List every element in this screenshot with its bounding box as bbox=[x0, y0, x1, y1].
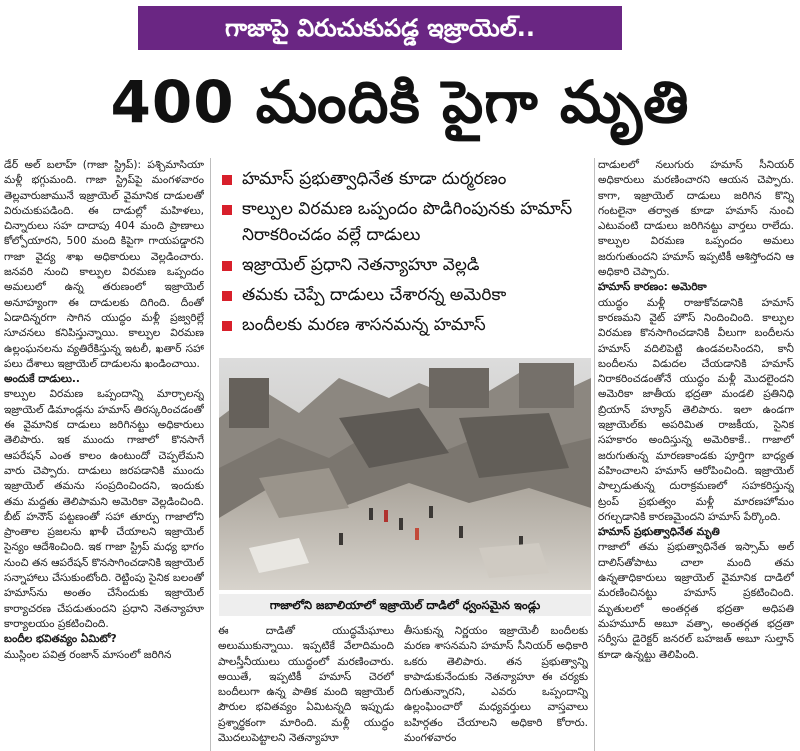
highlight-item bbox=[220, 196, 592, 248]
middle-a-paragraph-1: ఈ దాడితో యుద్ధమేఘాలు అలుముకున్నాయి. ఇప్పటికే వేలాదిమంది పాలస్తీనీయులు యుద్ధంలో మరణించారు. అయితే, ఇప్పటికీ హమాస్ చెరలో బందీలుగా ఉన్న పాతిక మంది ఇజ్రాయెల్ పౌరుల భవితవ్యం ఏమిటన్నది ఇప్పుడు ప్రశ్నార్థకంగా మారింది. మళ్లీ యుద్ధం మొదలుపెట్టాలని నెతన్యాహూ bbox=[218, 625, 394, 745]
destroyed-buildings-illustration bbox=[219, 358, 591, 590]
highlight-text: కాల్పుల విరమణ ఒప్పందం పొడిగింపునకు హమాస్ నిరాకరించడం వల్లే దాడులు bbox=[242, 199, 573, 245]
right-subheading-1: హమాస్ కారణం: అమెరికా bbox=[598, 281, 707, 294]
left-subheading-2: బందీల భవితవ్యం ఏమిటో? bbox=[4, 633, 117, 646]
highlight-text: హమాస్ ప్రభుత్వాధినేత కూడా దుర్మరణం bbox=[242, 169, 507, 189]
bullet-square-icon bbox=[222, 205, 232, 215]
left-paragraph-3: ముస్లింల పవిత్ర రంజాన్ మాసంలో జరిగిన bbox=[4, 648, 172, 661]
right-subheading-2: హమాస్ ప్రభుత్వాధినేత మృతి bbox=[598, 526, 720, 539]
photo-caption bbox=[219, 594, 591, 616]
rubble-photo bbox=[219, 358, 591, 590]
kicker-text: గాజాపై విరుచుకుపడ్డ ఇజ్రాయెల్.. bbox=[225, 14, 535, 42]
headline-text: 400 మందికి పైగా మృతి bbox=[110, 68, 690, 136]
photo-caption-text: గాజాలోని జబాలియాలో ఇజ్రాయెల్ దాడిలో ధ్వంసమైన ఇండ్లు bbox=[269, 598, 541, 612]
highlight-item bbox=[220, 252, 592, 278]
highlight-text: తమకు చెప్పే దాడులు చేశారన్న అమెరికా bbox=[242, 285, 507, 305]
bullet-square-icon bbox=[222, 321, 232, 331]
middle-column-b bbox=[404, 624, 588, 751]
middle-column-a bbox=[218, 624, 394, 751]
kicker-banner bbox=[138, 6, 622, 50]
highlight-text: ఇజ్రాయెల్ ప్రధాని నెతన్యాహూ వెల్లడి bbox=[242, 255, 480, 275]
main-headline bbox=[0, 56, 800, 148]
left-column bbox=[4, 158, 204, 751]
highlight-text: బందీలకు మరణ శాసనమన్న హమాస్ bbox=[242, 315, 486, 335]
bullet-square-icon bbox=[222, 291, 232, 301]
left-subheading-1: అందుకే దాడులు.. bbox=[4, 373, 80, 386]
bullet-square-icon bbox=[222, 261, 232, 271]
highlight-item bbox=[220, 166, 592, 192]
column-divider bbox=[594, 158, 595, 751]
middle-b-paragraph-1: తీసుకున్న నిర్ణయం ఇజ్రాయెలీ బందీలకు మరణ శాసనమని హమాస్ సీనియర్ అధికారి ఒకరు తెలిపారు. తన ప్రభుత్వాన్ని కాపాడుకునేందుకు నెతన్యాహూ ఈ చర్యకు దిగుతున్నారని, ఎవరు ఒప్పందాన్ని ఉల్లంఘించారో మధ్యవర్తులు వాస్తవాలు బహిర్గతం చేయాలని అధికారి కోరారు. మంగళవారం bbox=[404, 625, 588, 745]
highlights-list bbox=[220, 166, 592, 342]
highlight-item bbox=[220, 312, 592, 338]
bullet-square-icon bbox=[222, 175, 232, 185]
right-paragraph-1: దాడులలో నలుగురు హమాస్ సీనియర్ అధికారులు మరణించారని ఆయన చెప్పారు. కాగా, ఇజ్రాయెల్ దాడులు జరిగిన కొన్ని గంటలైనా తర్వాత కూడా హమాస్ నుంచి ఎటువంటి దాడులు జరిగినట్టు వార్తలు రాలేదు. కాల్పుల విరమణ ఒప్పందం అమలు జరుగుతుందని హమాస్ ఇప్పటికీ ఆశిస్తోందని ఆ అధికారి చెప్పారు. bbox=[598, 159, 794, 279]
left-paragraph-1: డేర్ అల్ బలాహ్ (గాజా స్ట్రిప్): పశ్చిమాసియా మళ్లీ భగ్గుమంది. గాజా స్ట్రిప్‌పై మంగళవారం తెల్లవారుజామునే ఇజ్రాయెల్ వైమానిక దాడులతో విరుచుకుపడింది. ఈ దాడుల్లో మహిళలు, చిన్నారులు సహ దాదాపు 404 మంది ప్రాణాలు కోల్పోయారని, 500 మంది కిపైగా గాయపడ్డారని గాజా వైద్య శాఖ అధికారులు వెల్లడించారు. జనవరి నుంచి కాల్పుల విరమణ ఒప్పందం అమలులో ఉన్న తరుణంలో ఇజ్రాయెల్ అనూహ్యంగా ఈ దాడులకు దిగింది. దీంతో ఏడాదిన్నరగా సాగిన యుద్ధం మళ్లీ ప్రజ్వరిల్లే సూచనలు కనిపిస్తున్నాయి. కాల్పుల విరమణ ఉల్లంఘనలను వ్యతిరేకిస్తున్న ఇటలీ, ఖతార్ సహా పలు దేశాలు ఇజ్రాయెల్ దాడులను ఖండించాయి. bbox=[4, 159, 204, 370]
right-paragraph-3: గాజాలో తమ ప్రభుత్వాధినేత ఇస్సామ్ అల్ దాలిస్‌తోపాటు చాలా మంది తమ ఉన్నతాధికారులు ఇజ్రాయెల్ వైమానిక దాడిలో మరణించినట్టు హమాస్ ప్రకటించింది. మృతులలో అంతర్గత భద్రతా అధిపతి మహమూద్ అబూ వత్ఫా, అంతర్గత భద్రతా సర్వీసు డైరెక్టర్ జనరల్ బహజత్ అబూ సుల్తాన్ కూడా ఉన్నట్టు తెలిపింది. bbox=[598, 541, 794, 661]
highlight-item bbox=[220, 282, 592, 308]
column-divider bbox=[210, 158, 211, 751]
right-paragraph-2: యుద్ధం మళ్లీ రాజుకోవడానికి హమాస్ కారణమని వైట్ హౌస్ నిందించింది. కాల్పుల విరమణ కొనసాగించడానికి వీలుగా బందీలను హమాస్ వదిలిపెట్టి ఉండవలసిందని, కానీ బందీలను విడుదల చేయడానికి హమాస్ నిరాకరించడంతోనే యుద్ధం మళ్లీ మొదలైందని అమెరికా జాతీయ భద్రతా మండలి ప్రతినిధి బ్రియాన్ హ్యూస్ తెలిపారు. ఇలా ఉండగా ఇజ్రాయెల్‌కు అపరిమిత రాజకీయ, సైనిక సహకారం అందిస్తున్న అమెరికాకే.. గాజాలో జరుగుతున్న మారణకాండకు పూర్తిగా బాధ్యత వహించాలని హమాస్ ఆరోపించింది. ఇజ్రాయెల్ పాల్పడుతున్న దురాక్రమణలో సహకరిస్తున్న ట్రంప్ ప్రభుత్వం మళ్లీ మారణహోమం రగల్చడానికి కారణమైందని హమాస్ పేర్కొంది. bbox=[598, 296, 794, 523]
left-paragraph-2: కాల్పుల విరమణ ఒప్పందాన్ని మార్చాలన్న ఇజ్రాయెల్ డిమాండ్లను హమాస్ తిరస్కరించడంతో ఈ వైమానిక దాడులు జరిగినట్టు అధికారులు తెలిపారు. ఇక ముందు గాజాలో కొనసాగే ఆపరేషన్ ఎంత కాలం ఉంటుందో చెప్పలేమని వారు చెప్పారు. దాడులు జరపడానికి ముందు ఇజ్రాయెల్ తమను సంప్రదించిందని, ఇందుకు తమ మద్దతు తెలిపామని అమెరికా వెల్లడించింది. బీట్ హనౌన్ పట్టణంతో సహా తూర్పు గాజాలోని ప్రాంతాల ప్రజలను ఖాళీ చేయాలని ఇజ్రాయెల్ సైన్యం ఆదేశించింది. ఇక గాజా స్ట్రిప్ మధ్య భాగం నుంచి తన ఆపరేషన్ కొనసాగించడానికి ఇజ్రాయెల్ సన్నాహాలు చేసుకుంటోంది. రెట్టింపు సైనిక బలంతో హమాస్‌ను అంతం చేసేందుకు ఇజ్రాయెల్ కార్యాచరణ చేపడుతుందని ప్రధాని నెతన్యాహూ కార్యాలయం ప్రకటించింది. bbox=[4, 388, 204, 630]
right-column bbox=[598, 158, 794, 751]
